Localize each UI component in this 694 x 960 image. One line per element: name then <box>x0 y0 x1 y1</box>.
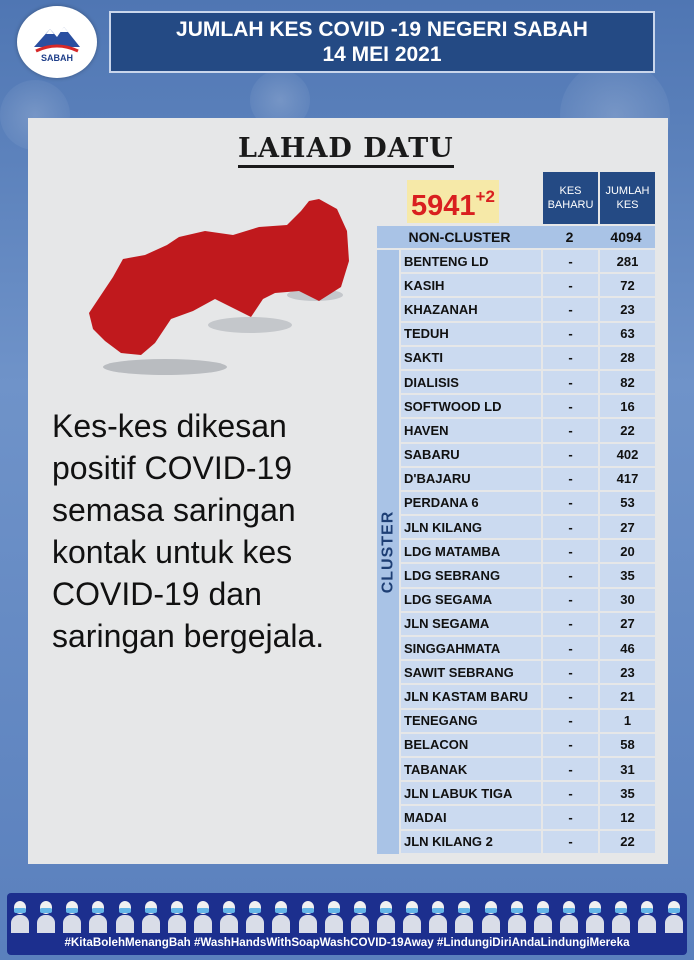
cluster-name: JLN KILANG <box>401 516 541 538</box>
table-row <box>401 613 655 635</box>
cluster-new-cases: - <box>543 734 598 756</box>
cluster-total-cases: 31 <box>600 758 655 780</box>
district-name: LAHAD DATU <box>238 133 454 168</box>
cluster-total-cases: 63 <box>600 323 655 345</box>
table-row <box>401 540 655 562</box>
cluster-new-cases: - <box>543 516 598 538</box>
logo-text: SABAH <box>40 53 73 63</box>
cluster-new-cases: - <box>543 710 598 732</box>
masked-person-icon <box>220 899 238 933</box>
total-new-cases: +2 <box>475 187 495 206</box>
masked-person-icon <box>63 899 81 933</box>
cluster-total-cases: 12 <box>600 806 655 828</box>
cluster-total-cases: 23 <box>600 298 655 320</box>
cluster-name: LDG MATAMBA <box>401 540 541 562</box>
table-row <box>401 710 655 732</box>
cluster-new-cases: - <box>543 613 598 635</box>
cluster-name: TABANAK <box>401 758 541 780</box>
cluster-name: SOFTWOOD LD <box>401 395 541 417</box>
cluster-name: D'BAJARU <box>401 468 541 490</box>
masked-person-icon <box>194 899 212 933</box>
cluster-name: LDG SEGAMA <box>401 589 541 611</box>
cluster-new-cases: - <box>543 371 598 393</box>
cluster-name: DIALISIS <box>401 371 541 393</box>
footer-hashtags: #KitaBolehMenangBah #WashHandsWithSoapWashCOVID-19Away #LindungiDiriAndaLindungiMereka <box>64 936 630 949</box>
cluster-total-cases: 72 <box>600 274 655 296</box>
masked-person-icon <box>351 899 369 933</box>
masked-person-icon <box>455 899 473 933</box>
masked-person-icon <box>89 899 107 933</box>
table-row <box>401 492 655 514</box>
cluster-new-cases: - <box>543 468 598 490</box>
cluster-total-cases: 35 <box>600 564 655 586</box>
map-shadow <box>103 359 227 375</box>
table-row <box>401 516 655 538</box>
cluster-name: KHAZANAH <box>401 298 541 320</box>
table-row <box>401 250 655 272</box>
table-row <box>401 637 655 659</box>
masked-person-icon <box>11 899 29 933</box>
table-row <box>401 661 655 683</box>
cluster-new-cases: - <box>543 831 598 853</box>
masked-person-icon <box>299 899 317 933</box>
mountain-logo-icon <box>32 21 82 55</box>
cluster-total-cases: 58 <box>600 734 655 756</box>
table-row <box>401 589 655 611</box>
cluster-new-cases: - <box>543 347 598 369</box>
total-cases <box>407 180 499 223</box>
masked-person-icon <box>325 899 343 933</box>
masked-person-icon <box>272 899 290 933</box>
cluster-new-cases: - <box>543 395 598 417</box>
table-row <box>401 806 655 828</box>
title-banner <box>109 11 655 73</box>
cluster-new-cases: - <box>543 758 598 780</box>
footer-banner <box>7 893 687 955</box>
masked-person-icon <box>116 899 134 933</box>
cluster-name: JLN KILANG 2 <box>401 831 541 853</box>
masked-person-icon <box>168 899 186 933</box>
table-row <box>401 782 655 804</box>
cluster-total-cases: 23 <box>600 661 655 683</box>
cluster-new-cases: - <box>543 540 598 562</box>
sabah-logo <box>17 6 97 78</box>
table-row <box>401 323 655 345</box>
masked-person-icon <box>246 899 264 933</box>
table-row <box>401 685 655 707</box>
district-map <box>75 195 355 375</box>
masked-person-icon <box>37 899 55 933</box>
cluster-name: TENEGANG <box>401 710 541 732</box>
masked-person-icon <box>482 899 500 933</box>
table-row <box>401 274 655 296</box>
col-head-total: JUMLAH KES <box>600 172 655 224</box>
page-title: JUMLAH KES COVID -19 NEGERI SABAH <box>176 18 588 41</box>
col-head-new: KES BAHARU <box>543 172 598 224</box>
cluster-new-cases: - <box>543 323 598 345</box>
masked-person-icon <box>638 899 656 933</box>
cluster-new-cases: - <box>543 492 598 514</box>
cluster-name: SAWIT SEBRANG <box>401 661 541 683</box>
table-row <box>401 734 655 756</box>
non-cluster-total: 4094 <box>610 229 642 245</box>
masked-person-icon <box>534 899 552 933</box>
cluster-name: LDG SEBRANG <box>401 564 541 586</box>
cluster-total-cases: 53 <box>600 492 655 514</box>
lahad-datu-shape <box>89 199 349 355</box>
cluster-name: BENTENG LD <box>401 250 541 272</box>
cluster-total-cases: 402 <box>600 444 655 466</box>
cluster-name: KASIH <box>401 274 541 296</box>
cluster-label: CLUSTER <box>379 510 396 594</box>
table-row <box>401 564 655 586</box>
cluster-name: BELACON <box>401 734 541 756</box>
cluster-total-cases: 46 <box>600 637 655 659</box>
table-row <box>401 371 655 393</box>
table-row <box>401 347 655 369</box>
cluster-total-cases: 22 <box>600 419 655 441</box>
page-date: 14 MEI 2021 <box>322 43 442 66</box>
cluster-total-cases: 22 <box>600 831 655 853</box>
map-shadow <box>208 317 292 333</box>
cluster-total-cases: 21 <box>600 685 655 707</box>
table-row <box>401 468 655 490</box>
cluster-name: PERDANA 6 <box>401 492 541 514</box>
cluster-name: MADAI <box>401 806 541 828</box>
cluster-total-cases: 35 <box>600 782 655 804</box>
cluster-name: HAVEN <box>401 419 541 441</box>
cluster-new-cases: - <box>543 782 598 804</box>
masked-person-icon <box>612 899 630 933</box>
cluster-total-cases: 281 <box>600 250 655 272</box>
non-cluster-row <box>377 226 655 248</box>
cluster-total-cases: 1 <box>600 710 655 732</box>
cluster-total-cases: 28 <box>600 347 655 369</box>
non-cluster-new: 2 <box>565 229 574 245</box>
cluster-total-cases: 27 <box>600 516 655 538</box>
description-text: Kes-kes dikesan positif COVID-19 semasa saringan kontak untuk kes COVID-19 dan saringan bergejala. <box>52 408 325 654</box>
masked-person-icon <box>377 899 395 933</box>
cluster-total-cases: 27 <box>600 613 655 635</box>
cluster-total-cases: 16 <box>600 395 655 417</box>
cluster-total-cases: 20 <box>600 540 655 562</box>
cluster-new-cases: - <box>543 419 598 441</box>
table-row <box>401 444 655 466</box>
cluster-total-cases: 30 <box>600 589 655 611</box>
cluster-new-cases: - <box>543 250 598 272</box>
masked-person-icon <box>665 899 683 933</box>
masked-person-icon <box>586 899 604 933</box>
cluster-name: JLN KASTAM BARU <box>401 685 541 707</box>
cluster-table <box>401 250 655 855</box>
masked-person-icon <box>560 899 578 933</box>
cluster-new-cases: - <box>543 685 598 707</box>
cluster-total-cases: 82 <box>600 371 655 393</box>
non-cluster-name: NON-CLUSTER <box>408 229 511 245</box>
cluster-new-cases: - <box>543 274 598 296</box>
cluster-name: TEDUH <box>401 323 541 345</box>
people-illustration <box>7 895 687 933</box>
cluster-new-cases: - <box>543 589 598 611</box>
cluster-name: SABARU <box>401 444 541 466</box>
cluster-total-cases: 417 <box>600 468 655 490</box>
table-row <box>401 758 655 780</box>
cluster-new-cases: - <box>543 444 598 466</box>
cluster-new-cases: - <box>543 564 598 586</box>
table-row <box>401 395 655 417</box>
cluster-name: JLN SEGAMA <box>401 613 541 635</box>
cluster-name: JLN LABUK TIGA <box>401 782 541 804</box>
table-row <box>401 419 655 441</box>
masked-person-icon <box>142 899 160 933</box>
total-value: 5941 <box>411 190 476 222</box>
cluster-name: SINGGAHMATA <box>401 637 541 659</box>
masked-person-icon <box>403 899 421 933</box>
cluster-new-cases: - <box>543 661 598 683</box>
table-row <box>401 831 655 853</box>
masked-person-icon <box>429 899 447 933</box>
table-row <box>401 298 655 320</box>
cluster-new-cases: - <box>543 298 598 320</box>
cluster-new-cases: - <box>543 806 598 828</box>
cluster-new-cases: - <box>543 637 598 659</box>
masked-person-icon <box>508 899 526 933</box>
cluster-name: SAKTI <box>401 347 541 369</box>
cluster-label-bar <box>377 250 399 854</box>
